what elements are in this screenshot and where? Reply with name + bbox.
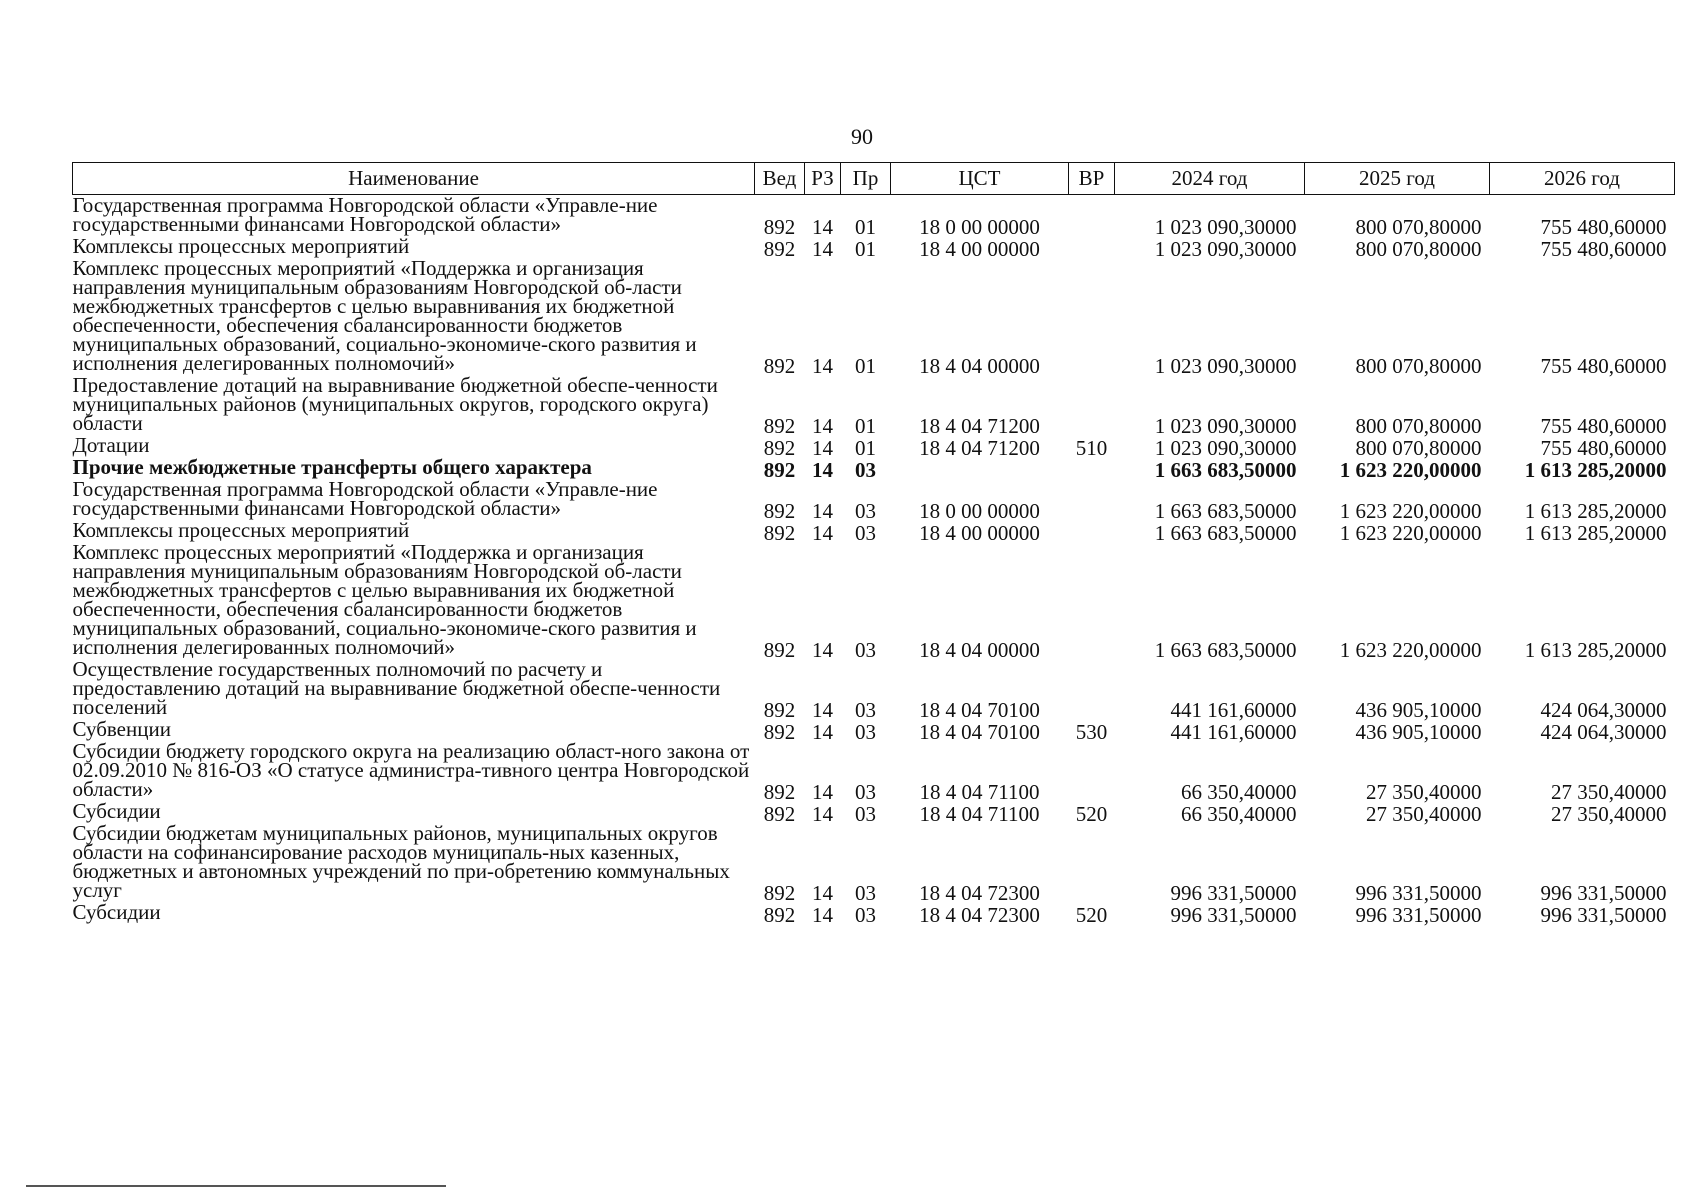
row-value-2024: 66 350,40000 [1181,802,1297,826]
row-rz: 14 [812,698,833,722]
row-value-2024: 1 663 683,50000 [1154,638,1297,662]
row-name: Комплексы процессных мероприятий [72,234,410,258]
header-rz: РЗ [805,163,841,195]
row-cst: 18 4 04 70100 [919,698,1040,722]
row-value-2025: 27 350,40000 [1366,780,1482,804]
row-vr [1069,741,1115,801]
row-value-2025: 800 070,80000 [1355,414,1482,438]
row-pr: 03 [855,720,876,744]
row-value-2024: 1 023 090,30000 [1154,354,1297,378]
row-rz: 14 [812,780,833,804]
row-name: Государственная программа Новгородской области «Управле-ние государственными финансами Новгородской области» [72,477,658,520]
row-vr [1069,236,1115,258]
table-row [73,902,1675,924]
row-value-2024: 1 663 683,50000 [1154,499,1297,523]
row-name: Субсидии [72,799,161,823]
row-name: Субсидии бюджету городского округа на реализацию област-ного закона от 02.09.2010 № 816-ОЗ «О статусе администра-тивного центра Новгородской области» [72,739,750,801]
table-row [73,520,1675,542]
row-value-2026: 1 613 285,20000 [1524,499,1667,523]
row-pr: 01 [855,354,876,378]
row-value-2025: 800 070,80000 [1355,436,1482,460]
row-rz: 14 [812,237,833,261]
row-ved: 892 [763,698,796,722]
row-value-2025: 996 331,50000 [1355,881,1482,905]
row-rz: 14 [812,414,833,438]
row-value-2026: 755 480,60000 [1540,414,1667,438]
table-row [73,258,1675,375]
row-value-2025: 1 623 220,00000 [1339,499,1482,523]
row-vr [1069,659,1115,719]
row-cst: 18 4 00 00000 [919,237,1040,261]
row-cst: 18 4 04 71100 [919,780,1040,804]
row-value-2025: 1 623 220,00000 [1339,521,1482,545]
row-value-2024: 66 350,40000 [1181,780,1297,804]
row-vr [1069,479,1115,520]
row-value-2025: 996 331,50000 [1355,903,1482,927]
row-name: Субсидии бюджетам муниципальных районов, муниципальных округов области на софинансирование расходов муниципаль-ных казенных, бюджетных и автономных учреждений по при-обретению коммунальных услуг [72,821,730,902]
table-row [73,479,1675,520]
row-value-2025: 800 070,80000 [1355,354,1482,378]
page-number: 90 [851,124,873,149]
row-vr [1069,457,1115,479]
row-vr: 520 [1075,802,1108,826]
row-value-2024: 441 161,60000 [1170,698,1297,722]
row-value-2024: 1 023 090,30000 [1154,215,1297,239]
row-pr: 01 [855,436,876,460]
table-row [73,236,1675,258]
header-pr: Пр [841,163,891,195]
row-name: Осуществление государственных полномочий по расчету и предоставлению дотаций на выравнивание бюджетной обеспе-ченности поселений [72,657,721,719]
row-cst: 18 4 00 00000 [919,521,1040,545]
row-ved: 892 [763,436,796,460]
row-value-2026: 27 350,40000 [1551,802,1667,826]
row-value-2026: 27 350,40000 [1551,780,1667,804]
row-ved: 892 [763,414,796,438]
row-value-2026: 424 064,30000 [1540,698,1667,722]
row-value-2024: 1 663 683,50000 [1154,458,1297,482]
row-value-2025: 800 070,80000 [1355,215,1482,239]
row-cst: 18 4 04 72300 [919,881,1040,905]
header-vr: ВР [1069,163,1115,195]
row-value-2026: 1 613 285,20000 [1524,458,1667,482]
row-rz: 14 [812,458,833,482]
row-ved: 892 [763,521,796,545]
row-cst: 18 4 04 72300 [919,903,1040,927]
row-rz: 14 [812,802,833,826]
row-ved: 892 [763,881,796,905]
row-name: Государственная программа Новгородской области «Управле-ние государственными финансами Новгородской области» [72,193,658,236]
row-name: Предоставление дотаций на выравнивание бюджетной обеспе-ченности муниципальных районов (муниципальных округов, городского округа) области [72,373,718,435]
row-vr: 530 [1075,720,1108,744]
row-vr [1069,542,1115,659]
row-pr: 03 [855,499,876,523]
footer-divider [26,1185,446,1187]
table-row [73,719,1675,741]
row-ved: 892 [763,903,796,927]
row-value-2025: 436 905,10000 [1355,720,1482,744]
budget-table [72,162,1675,927]
table-row [73,542,1675,659]
table-header [73,163,1675,195]
row-rz: 14 [812,354,833,378]
row-value-2024: 441 161,60000 [1170,720,1297,744]
row-cst: 18 4 04 70100 [919,720,1040,744]
row-value-2025: 436 905,10000 [1355,698,1482,722]
row-pr: 01 [855,414,876,438]
row-value-2025: 800 070,80000 [1355,237,1482,261]
row-value-2026: 755 480,60000 [1540,215,1667,239]
row-value-2026: 424 064,30000 [1540,720,1667,744]
row-vr [1069,823,1115,902]
table-row [73,659,1675,719]
table-row [73,195,1675,237]
row-value-2026: 755 480,60000 [1540,436,1667,460]
row-rz: 14 [812,499,833,523]
row-vr [1069,375,1115,435]
header-name: Наименование [73,163,755,195]
row-pr: 03 [855,638,876,662]
row-vr [1069,258,1115,375]
row-cst: 18 4 04 00000 [919,354,1040,378]
row-name: Комплекс процессных мероприятий «Поддержка и организация направления муниципальным образованиям Новгородской об-ласти межбюджетных трансфертов с целью выравнивания их бюджетной обеспеченности, обеспечения сбалансированности бюджетов муниципальных образований, социально-экономиче-ского развития и исполнения делегированных полномочий» [72,256,697,375]
row-pr: 01 [855,237,876,261]
row-pr: 03 [855,698,876,722]
row-name: Дотации [72,433,150,457]
row-vr: 510 [1075,436,1108,460]
table-row [73,823,1675,902]
row-value-2026: 996 331,50000 [1540,881,1667,905]
row-cst [891,457,1069,479]
row-cst: 18 4 04 71100 [919,802,1040,826]
table-row [73,741,1675,801]
row-pr: 03 [855,521,876,545]
row-value-2025: 1 623 220,00000 [1339,458,1482,482]
row-pr: 03 [855,458,876,482]
row-rz: 14 [812,436,833,460]
table-row [73,435,1675,457]
row-pr: 03 [855,903,876,927]
table-row [73,457,1675,479]
header-2026: 2026 год [1490,163,1675,195]
row-pr: 03 [855,802,876,826]
row-value-2024: 1 663 683,50000 [1154,521,1297,545]
row-cst: 18 0 00 00000 [919,499,1040,523]
row-vr: 520 [1075,903,1108,927]
row-value-2026: 996 331,50000 [1540,903,1667,927]
header-cst: ЦСТ [891,163,1069,195]
row-cst: 18 4 04 71200 [919,436,1040,460]
row-ved: 892 [763,354,796,378]
row-ved: 892 [763,638,796,662]
header-2025: 2025 год [1305,163,1490,195]
row-ved: 892 [763,458,796,482]
row-value-2024: 996 331,50000 [1170,903,1297,927]
row-value-2025: 27 350,40000 [1366,802,1482,826]
row-rz: 14 [812,638,833,662]
row-pr: 01 [855,215,876,239]
row-value-2025: 1 623 220,00000 [1339,638,1482,662]
table-row [73,375,1675,435]
row-name: Субсидии [72,900,161,924]
row-ved: 892 [763,780,796,804]
row-rz: 14 [812,215,833,239]
row-pr: 03 [855,780,876,804]
row-cst: 18 0 00 00000 [919,215,1040,239]
row-rz: 14 [812,903,833,927]
row-ved: 892 [763,499,796,523]
row-value-2026: 1 613 285,20000 [1524,521,1667,545]
row-rz: 14 [812,881,833,905]
row-cst: 18 4 04 00000 [919,638,1040,662]
table-row [73,801,1675,823]
row-value-2026: 755 480,60000 [1540,354,1667,378]
row-vr [1069,520,1115,542]
row-name: Комплексы процессных мероприятий [72,518,410,542]
row-vr [1069,195,1115,237]
row-ved: 892 [763,215,796,239]
row-value-2026: 755 480,60000 [1540,237,1667,261]
row-rz: 14 [812,521,833,545]
row-ved: 892 [763,237,796,261]
table-body [73,195,1675,925]
row-value-2024: 1 023 090,30000 [1154,436,1297,460]
row-name: Субвенции [72,717,171,741]
header-2024: 2024 год [1115,163,1305,195]
row-cst: 18 4 04 71200 [919,414,1040,438]
row-ved: 892 [763,720,796,744]
row-value-2024: 1 023 090,30000 [1154,414,1297,438]
row-ved: 892 [763,802,796,826]
row-name: Прочие межбюджетные трансферты общего характера [72,455,592,479]
row-value-2026: 1 613 285,20000 [1524,638,1667,662]
row-rz: 14 [812,720,833,744]
row-name: Комплекс процессных мероприятий «Поддержка и организация направления муниципальным образованиям Новгородской об-ласти межбюджетных трансфертов с целью выравнивания их бюджетной обеспеченности, обеспечения сбалансированности бюджетов муниципальных образований, социально-экономиче-ского развития и исполнения делегированных полномочий» [72,540,697,659]
header-ved: Вед [755,163,805,195]
row-value-2024: 996 331,50000 [1170,881,1297,905]
row-value-2024: 1 023 090,30000 [1154,237,1297,261]
row-pr: 03 [855,881,876,905]
